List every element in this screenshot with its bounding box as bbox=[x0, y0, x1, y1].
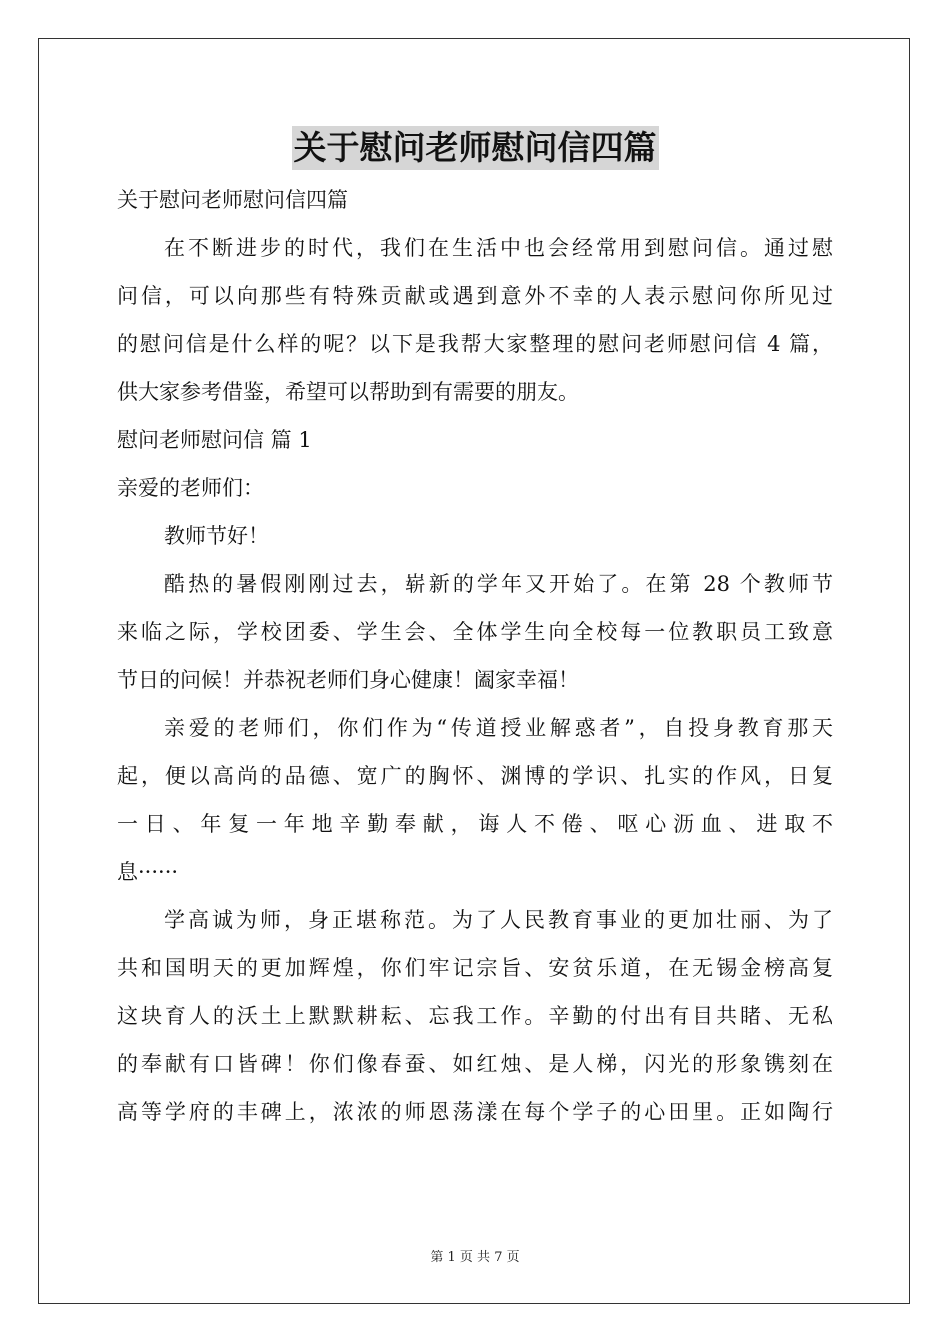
text-line: 高等学府的丰碑上，浓浓的师恩荡漾在每个学子的心田里。正如陶行 bbox=[117, 1100, 833, 1124]
text-line: 来临之际，学校团委、学生会、全体学生向全校每一位教职员工致意 bbox=[117, 620, 833, 644]
text-line: 起，便以高尚的品德、宽广的胸怀、渊博的学识、扎实的作风，日复 bbox=[117, 764, 833, 788]
text-line: 供大家参考借鉴，希望可以帮助到有需要的朋友。 bbox=[117, 380, 579, 404]
text-line: 亲爱的老师们，你们作为“传道授业解惑者”，自投身教育那天 bbox=[164, 716, 833, 740]
text-line: 在不断进步的时代，我们在生活中也会经常用到慰问信。通过慰 bbox=[164, 236, 833, 260]
text-line: 酷热的暑假刚刚过去，崭新的学年又开始了。在第 28 个教师节 bbox=[164, 572, 833, 596]
text-line: 问信，可以向那些有特殊贡献或遇到意外不幸的人表示慰问你所见过 bbox=[117, 284, 833, 308]
text-line: 慰问老师慰问信 篇 1 bbox=[117, 428, 312, 452]
text-line: 一日、年复一年地辛勤奉献，诲人不倦、呕心沥血、进取不 bbox=[117, 812, 833, 836]
text-line: 关于慰问老师慰问信四篇 bbox=[117, 188, 348, 212]
text-line: 教师节好！ bbox=[164, 524, 269, 548]
text-line: 节日的问候！并恭祝老师们身心健康！阖家幸福！ bbox=[117, 668, 579, 692]
text-line: 的慰问信是什么样的呢？以下是我帮大家整理的慰问老师慰问信 4 篇， bbox=[117, 332, 833, 356]
text-line: 亲爱的老师们： bbox=[117, 476, 264, 500]
document-body bbox=[117, 176, 833, 1136]
title-container bbox=[0, 126, 950, 170]
text-line: 学高诚为师，身正堪称范。为了人民教育事业的更加壮丽、为了 bbox=[164, 908, 833, 932]
text-line: 共和国明天的更加辉煌，你们牢记宗旨、安贫乐道，在无锡金榜高复 bbox=[117, 956, 833, 980]
text-line: 的奉献有口皆碑！你们像春蚕、如红烛、是人梯，闪光的形象镌刻在 bbox=[117, 1052, 833, 1076]
document-title: 关于慰问老师慰问信四篇 bbox=[292, 126, 659, 170]
text-line: 这块育人的沃土上默默耕耘、忘我工作。辛勤的付出有目共睹、无私 bbox=[117, 1004, 833, 1028]
text-line: 息······ bbox=[117, 860, 179, 884]
page-footer: 第 1 页 共 7 页 bbox=[430, 1250, 520, 1265]
